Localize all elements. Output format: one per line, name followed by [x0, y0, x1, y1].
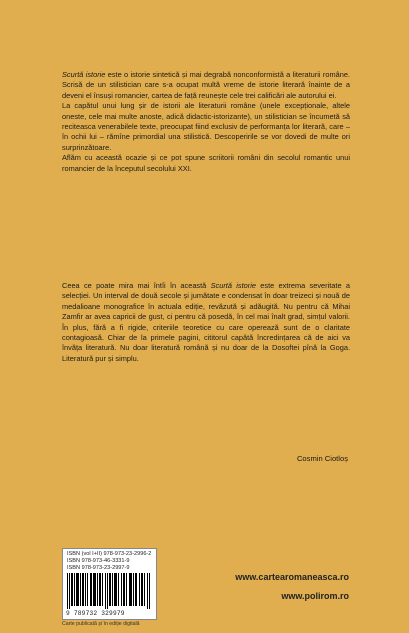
blurb-paragraph-1-text: este o istorie sintetică și mai degrabă nonconformistă a literaturii române. Scrisă de un stilistician care s-a ocupat multă vreme de istorie literară înainte de a deveni el însuși romancier, cartea de față reunește cele trei calificări ale autorului ei. — [62, 70, 350, 100]
isbn-line-3: ISBN 978-973-23-2997-9 — [67, 565, 130, 571]
isbn-line-1: ISBN (vol I+II) 978-973-23-2996-2 — [67, 551, 152, 557]
barcode-digits: 9 789732 329979 — [66, 610, 125, 617]
blurb-block-1 — [62, 70, 350, 174]
publisher-url-polirom: www.polirom.ro — [281, 591, 349, 601]
review-paragraph — [62, 281, 350, 364]
blurb-paragraph-3: Aflăm cu această ocazie și ce pot spune scriitorii români din secolul romantic unui romancier de la începutul secolului XXI. — [62, 153, 350, 173]
book-title-italic-2: Scurtă istorie — [210, 281, 256, 290]
review-author-signature: Cosmin Ciotloș — [296, 454, 348, 463]
publisher-url-cartearomaneasca: www.cartearomaneasca.ro — [235, 572, 349, 582]
blurb-paragraph-2: La capătul unui lung șir de istorii ale literaturii române (unele excepționale, altele oneste, cele mai multe anoste, adică didactic-istorizante), un stilistician se încumetă să reciteasca venerabilele texte, preocupat fiind exclusiv de performanța lor literară, care – în ochii lui – rămîne primordial una stilistică. Descoperirile se vor dovedi de multe ori surprinzătoare. — [62, 101, 350, 152]
blurb-paragraph-1 — [62, 70, 350, 101]
isbn-barcode-box — [62, 548, 157, 620]
review-text-start: Ceea ce poate mira mai întîi în această — [62, 281, 211, 290]
isbn-line-2: ISBN 978-973-46-3331-9 — [67, 558, 130, 564]
book-title-italic: Scurtă istorie — [62, 70, 106, 79]
digital-edition-note: Carte publicată și în ediție digitală — [62, 621, 140, 627]
review-text-rest: este extrema severitate a selecției. Un interval de două secole și jumătate e condensat în doar treizeci și nouă de medalioane monografice în actuala ediție, revăzută și adăugită. Nu pentru că Mihai Zamfir ar avea capricii de gust, ci pentru că posedă, în cel mai înalt grad, simțul valorii. În plus, fără a fi rigide, criteriile teoretice cu care operează sunt de o claritate contagioasă. Chiar de la primele pagini, cititorul capătă încredințarea că de aici va învăța literatură. Nu doar literatură română și nu doar de la Dosoftei pînă la Goga. Literatură pur și simplu. — [62, 281, 350, 363]
blurb-block-2 — [62, 281, 350, 364]
barcode-icon — [67, 573, 151, 609]
